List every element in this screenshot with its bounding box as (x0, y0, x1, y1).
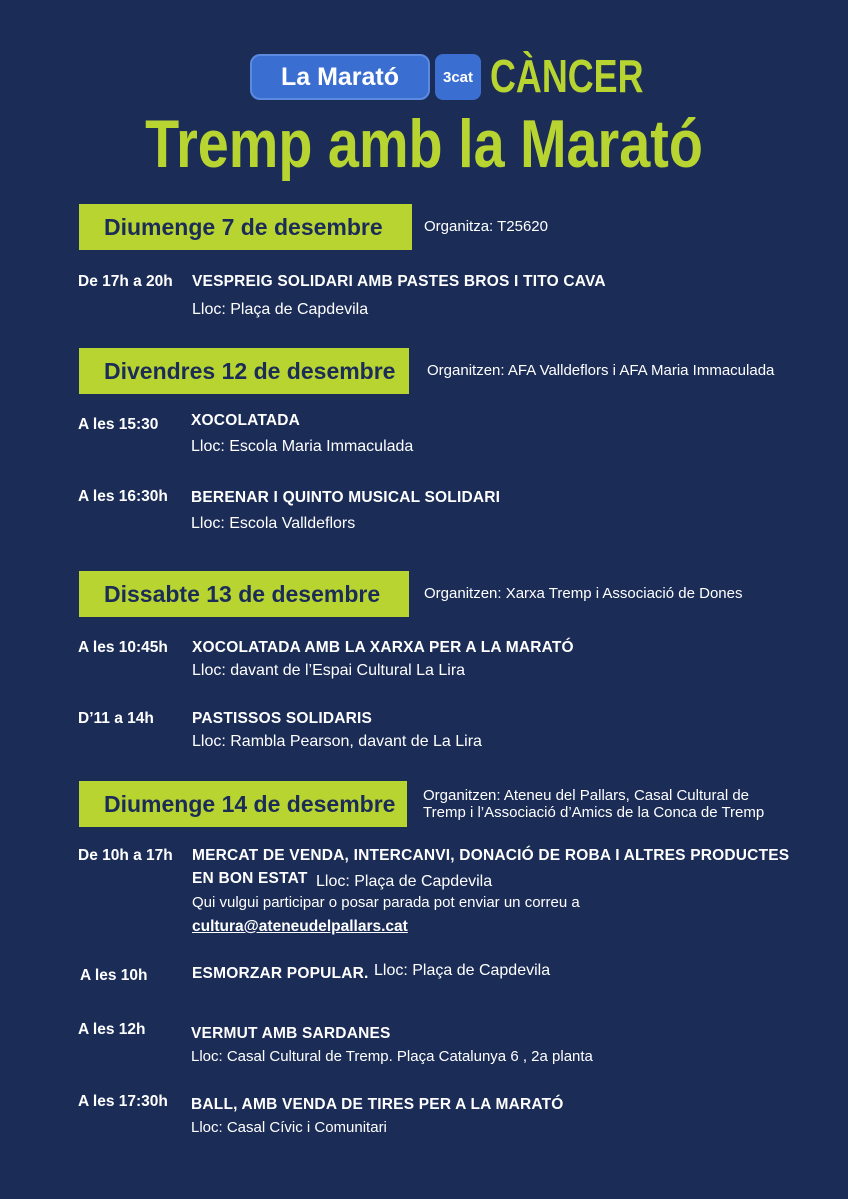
day-header-13-dec: Dissabte 13 de desembre (79, 571, 409, 617)
event-time: A les 17:30h (78, 1093, 168, 1110)
event-place: Lloc: davant de l’Espai Cultural La Lira (192, 662, 466, 679)
email-link[interactable]: cultura@ateneudelpallars.cat (192, 918, 408, 935)
event-title-line1: MERCAT DE VENDA, INTERCANVI, DONACIÓ DE ROBA I ALTRES PRODUCTES (192, 847, 790, 864)
event-time: De 10h a 17h (78, 847, 173, 864)
day-organizer: Organitzen: Xarxa Tremp i Associació de Dones (424, 585, 743, 602)
la-marato-logo: La Marató (250, 54, 430, 100)
event-place: Lloc: Escola Maria Immaculada (191, 438, 414, 455)
cancer-logo-text: CÀNCER (490, 50, 644, 102)
event-title: VESPREIG SOLIDARI AMB PASTES BROS I TITO CAVA (192, 273, 606, 290)
event-time: De 17h a 20h (78, 273, 173, 290)
day-header-14-dec: Diumenge 14 de desembre (79, 781, 407, 827)
day-organizer: Organitza: T25620 (424, 218, 548, 235)
day-header-12-dec: Divendres 12 de desembre (79, 348, 409, 394)
day-organizer-line2: Tremp i l’Associació d’Amics de la Conca de Tremp (423, 804, 765, 821)
event-place: Lloc: Escola Valldeflors (191, 515, 356, 532)
event-time: A les 12h (78, 1021, 146, 1038)
event-title: BALL, AMB VENDA DE TIRES PER A LA MARATÓ (191, 1096, 564, 1113)
event-place: Lloc: Plaça de Capdevila (192, 301, 369, 318)
event-time: A les 10h (80, 967, 148, 984)
event-title: VERMUT AMB SARDANES (191, 1025, 391, 1042)
event-title-line2: EN BON ESTAT (192, 870, 308, 887)
event-place: Lloc: Casal Cívic i Comunitari (191, 1119, 387, 1136)
event-time: D’11 a 14h (78, 710, 154, 727)
event-place: Lloc: Casal Cultural de Tremp. Plaça Catalunya 6 , 2a planta (191, 1048, 593, 1065)
event-time: A les 16:30h (78, 488, 168, 505)
event-place: Lloc: Plaça de Capdevila (316, 873, 493, 890)
event-place: Lloc: Plaça de Capdevila (374, 962, 551, 979)
event-time: A les 10:45h (78, 639, 168, 656)
event-time: A les 15:30 (78, 416, 159, 433)
day-organizer-line1: Organitzen: Ateneu del Pallars, Casal Cultural de (423, 787, 750, 804)
event-title: XOCOLATADA AMB LA XARXA PER A LA MARATÓ (192, 639, 574, 656)
page-title: Tremp amb la Marató (145, 106, 703, 182)
day-header-7-dec: Diumenge 7 de desembre (79, 204, 412, 250)
event-note: Qui vulgui participar o posar parada pot enviar un correu a (192, 894, 580, 911)
event-title: ESMORZAR POPULAR. (192, 965, 369, 982)
3cat-logo: 3cat (435, 54, 481, 100)
event-title: XOCOLATADA (191, 412, 301, 429)
event-place: Lloc: Rambla Pearson, davant de La Lira (192, 733, 482, 750)
day-organizer: Organitzen: AFA Valldeflors i AFA Maria Immaculada (427, 362, 775, 379)
event-title: PASTISSOS SOLIDARIS (192, 710, 373, 727)
event-title: BERENAR I QUINTO MUSICAL SOLIDARI (191, 489, 501, 506)
